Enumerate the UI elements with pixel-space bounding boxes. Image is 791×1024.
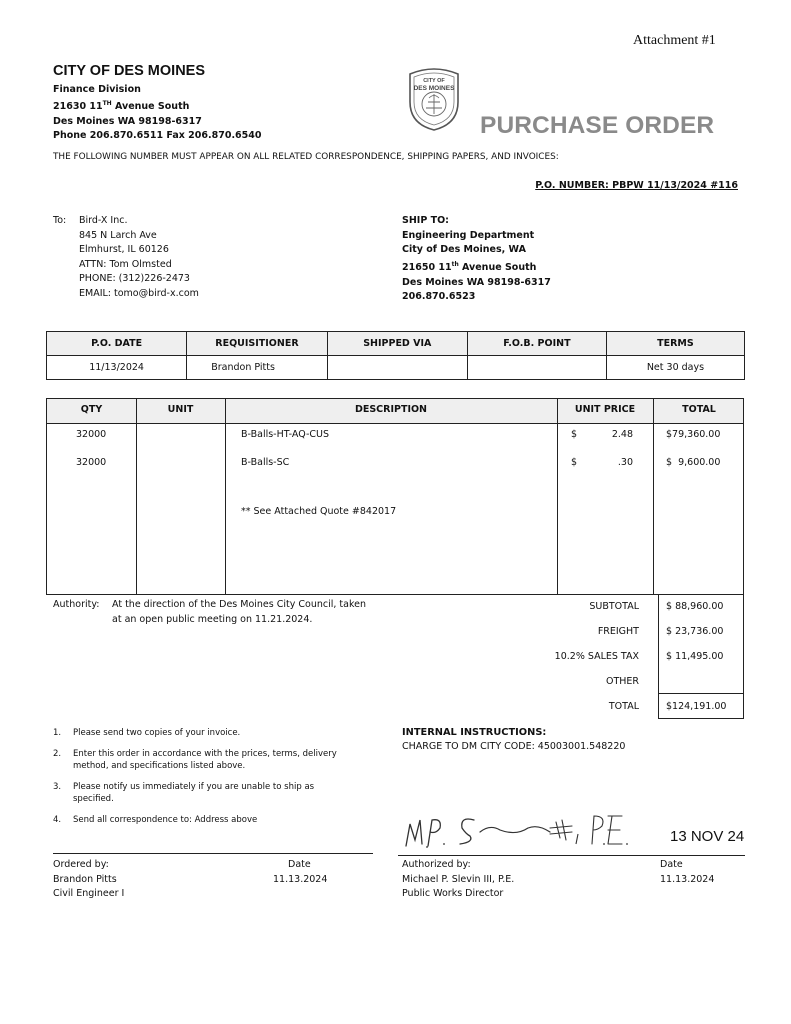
- ship-to-phone: 206.870.6523: [402, 291, 476, 303]
- street-number: 21630 11: [53, 101, 103, 113]
- shipped-via-value: [327, 356, 467, 380]
- fob-point-value: [467, 356, 606, 380]
- sales-tax-label: 10.2% SALES TAX: [554, 651, 639, 662]
- vendor-street: 845 N Larch Ave: [79, 229, 157, 241]
- authority-text: [112, 598, 366, 627]
- ordered-by-line: [53, 853, 373, 854]
- item-unit-price: .30: [617, 457, 633, 468]
- total-header: TOTAL: [682, 404, 716, 415]
- note-text: Please send two copies of your invoice.: [73, 728, 241, 738]
- issuer-phone: Phone 206.870.6511 Fax 206.870.6540: [53, 130, 262, 142]
- issuer-address: [53, 83, 262, 144]
- item-qty: 32000: [76, 429, 107, 440]
- ship-to-street: [402, 258, 551, 276]
- vendor-attn: ATTN: Tom Olmsted: [79, 258, 172, 270]
- seal-bottom-text: DES MOINES: [413, 85, 455, 92]
- ordered-by-date: 11.13.2024: [273, 874, 328, 885]
- authorized-by-title: Public Works Director: [402, 888, 504, 900]
- issuer-city: Des Moines WA 98198-6317: [53, 115, 202, 127]
- handwritten-signature: [400, 806, 640, 852]
- item-total: $79,360.00: [666, 429, 721, 440]
- authorized-by-name: Michael P. Slevin III, P.E.: [402, 873, 515, 885]
- internal-instructions-label: INTERNAL INSTRUCTIONS:: [402, 727, 547, 738]
- order-info-header: SHIPPED VIA: [327, 332, 467, 356]
- issuer-name: CITY OF DES MOINES: [53, 63, 206, 79]
- number-notice: THE FOLLOWING NUMBER MUST APPEAR ON ALL RELATED CORRESPONDENCE, SHIPPING PAPERS, AND INVOICES:: [53, 152, 559, 162]
- seal-top-text: CITY OF: [423, 78, 445, 84]
- issuer-division: Finance Division: [53, 84, 141, 95]
- vendor-address: [79, 214, 199, 302]
- order-info-value-row: [47, 356, 745, 380]
- ship-to-org: City of Des Moines, WA: [402, 244, 526, 256]
- note-text: specified.: [73, 794, 114, 804]
- ordered-by-label: Ordered by:: [53, 859, 109, 870]
- note-text: method, and specifications listed above.: [73, 761, 246, 771]
- note-number: 4.: [53, 815, 62, 825]
- unit-price-header: UNIT PRICE: [574, 404, 636, 415]
- authorized-by-line: [398, 855, 745, 856]
- ship-street-suffix: th: [451, 260, 459, 268]
- ship-to-dept: Engineering Department: [402, 229, 535, 241]
- attachment-label: Attachment #1: [633, 33, 716, 48]
- ship-to-city: Des Moines WA 98198-6317: [402, 276, 551, 288]
- note-text: Enter this order in accordance with the prices, terms, delivery: [73, 749, 337, 759]
- street-suffix: TH: [102, 100, 112, 108]
- freight-label: FREIGHT: [597, 626, 639, 637]
- city-seal-logo: [404, 66, 464, 132]
- authority-label: Authority:: [53, 599, 100, 610]
- ordered-by-name: Brandon Pitts: [53, 873, 117, 885]
- issuer-street: [53, 97, 262, 115]
- po-number: P.O. NUMBER: PBPW 11/13/2024 #116: [535, 180, 738, 191]
- order-info-table: [46, 331, 745, 380]
- authority-line: at an open public meeting on 11.21.2024.: [112, 613, 313, 625]
- quote-note: ** See Attached Quote #842017: [241, 506, 397, 517]
- total-value: $124,191.00: [666, 701, 727, 712]
- item-qty: 32000: [76, 457, 107, 468]
- item-currency: $: [571, 429, 578, 440]
- vendor-city: Elmhurst, IL 60126: [79, 244, 169, 256]
- note-text: Please notify us immediately if you are unable to ship as: [73, 782, 315, 792]
- note-text: Send all correspondence to: Address above: [73, 815, 258, 825]
- authorized-by-date: 11.13.2024: [660, 874, 715, 885]
- authority-line: At the direction of the Des Moines City Council, taken: [112, 599, 366, 610]
- page-title: PURCHASE ORDER: [480, 112, 715, 139]
- street-name: Avenue South: [111, 101, 190, 113]
- description-header: DESCRIPTION: [354, 404, 428, 415]
- ship-street-number: 21650 11: [402, 261, 452, 273]
- other-label: OTHER: [605, 676, 639, 687]
- ordered-by-date-label: Date: [288, 859, 311, 870]
- qty-header: QTY: [80, 404, 103, 415]
- item-total: $ 9,600.00: [666, 457, 721, 468]
- handwritten-date: 13 NOV 24: [670, 828, 745, 845]
- authorized-by-date-label: Date: [660, 859, 683, 870]
- order-info-header: F.O.B. POINT: [467, 332, 606, 356]
- authorized-by-label: Authorized by:: [402, 859, 471, 870]
- item-description: B-Balls-HT-AQ-CUS: [241, 429, 330, 440]
- ordered-by-block: [53, 858, 124, 902]
- order-info-header: P.O. DATE: [47, 332, 187, 356]
- po-date-value: 11/13/2024: [47, 356, 187, 380]
- vendor-email: EMAIL: tomo@bird-x.com: [79, 287, 199, 299]
- to-label: To:: [53, 215, 67, 226]
- order-info-header: TERMS: [606, 332, 744, 356]
- vendor-name: Bird-X Inc.: [79, 215, 128, 226]
- item-currency: $: [571, 457, 578, 468]
- note-number: 2.: [53, 749, 62, 759]
- freight-value: $ 23,736.00: [666, 626, 724, 637]
- total-label: TOTAL: [608, 701, 639, 712]
- item-description: B-Balls-SC: [241, 457, 290, 468]
- sales-tax-value: $ 11,495.00: [666, 651, 724, 662]
- note-number: 3.: [53, 782, 62, 792]
- authorized-by-block: [402, 858, 514, 902]
- ship-to-address: [402, 214, 551, 305]
- order-info-header-row: [47, 332, 745, 356]
- terms-value: Net 30 days: [606, 356, 744, 380]
- subtotal-label: SUBTOTAL: [589, 601, 639, 612]
- subtotal-value: $ 88,960.00: [666, 601, 724, 612]
- internal-instructions-text: CHARGE TO DM CITY CODE: 45003001.548220: [402, 741, 626, 752]
- order-info-header: REQUISITIONER: [187, 332, 327, 356]
- unit-header: UNIT: [167, 404, 194, 415]
- ship-street-name: Avenue South: [458, 261, 537, 273]
- requisitioner-value: Brandon Pitts: [187, 356, 327, 380]
- note-number: 1.: [53, 728, 62, 738]
- item-unit-price: 2.48: [611, 429, 633, 440]
- line-items-table: [46, 398, 744, 595]
- ship-to-label: SHIP TO:: [402, 215, 449, 226]
- vendor-phone: PHONE: (312)226-2473: [79, 273, 190, 285]
- ordered-by-title: Civil Engineer I: [53, 888, 125, 900]
